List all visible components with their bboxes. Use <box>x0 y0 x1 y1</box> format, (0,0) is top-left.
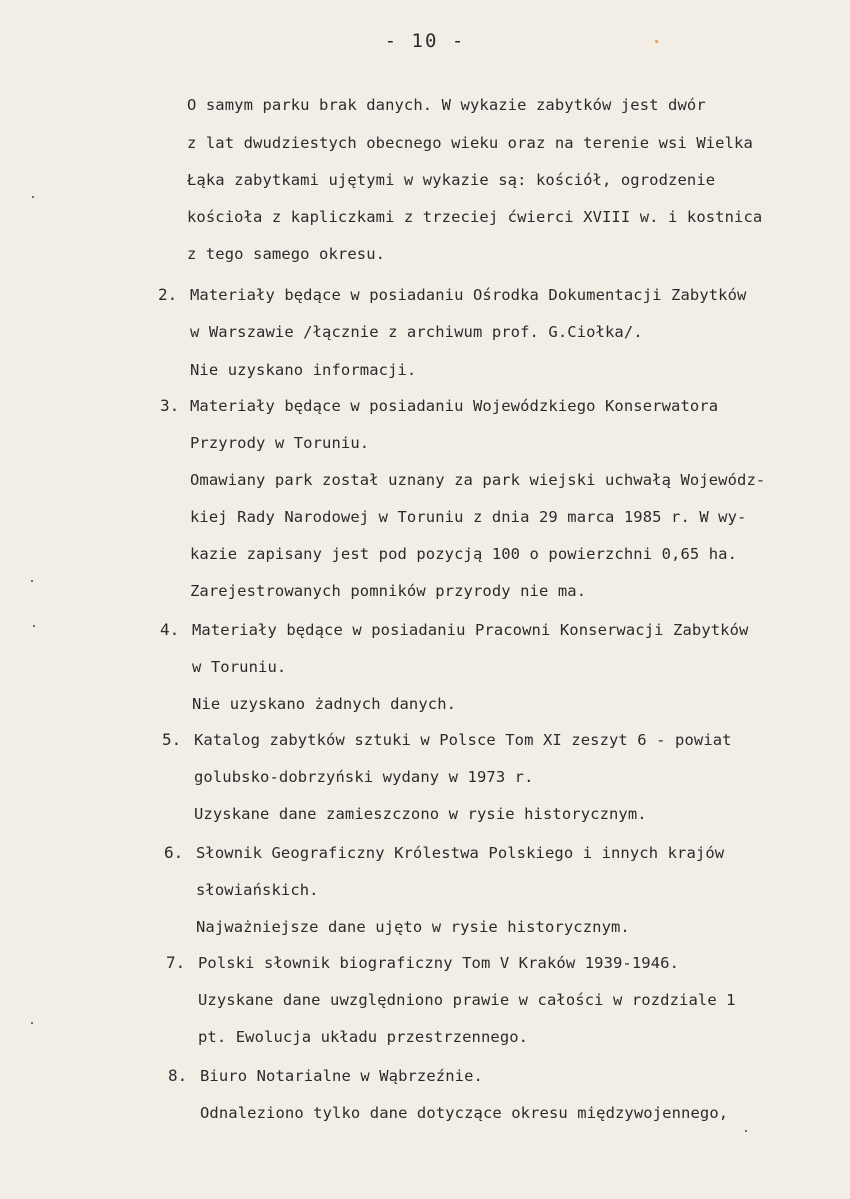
item-4-line-1: Materiały będące w posiadaniu Pracowni Konserwacji Zabytków <box>192 621 749 639</box>
intro-line-1: O samym parku brak danych. W wykazie zabytków jest dwór <box>187 96 706 114</box>
item-2-number: 2. <box>158 285 178 304</box>
item-7-line-3: pt. Ewolucja układu przestrzennego. <box>198 1028 529 1046</box>
item-6-line-1: Słownik Geograficzny Królestwa Polskiego i innych krajów <box>196 844 725 862</box>
intro-line-5: z tego samego okresu. <box>187 245 386 263</box>
scan-speck <box>31 580 33 582</box>
item-2-line-1: Materiały będące w posiadaniu Ośrodka Dokumentacji Zabytków <box>190 286 747 304</box>
intro-line-4: kościoła z kapliczkami z trzeciej ćwierci XVIII w. i kostnica <box>187 208 763 226</box>
item-3-line-4: kiej Rady Narodowej w Toruniu z dnia 29 marca 1985 r. W wy- <box>190 508 747 526</box>
scan-speck <box>655 40 658 43</box>
item-2-line-2: w Warszawie /łącznie z archiwum prof. G.Ciołka/. <box>190 323 643 341</box>
item-5-line-1: Katalog zabytków sztuki w Polsce Tom XI zeszyt 6 - powiat <box>194 731 732 749</box>
item-7-number: 7. <box>166 953 186 972</box>
item-7-line-2: Uzyskane dane uwzględniono prawie w całości w rozdziale 1 <box>198 991 736 1009</box>
item-3-line-1: Materiały będące w posiadaniu Wojewódzkiego Konserwatora <box>190 397 719 415</box>
scan-speck <box>32 196 34 198</box>
intro-line-3: Łąka zabytkami ujętymi w wykazie są: kościół, ogrodzenie <box>187 171 716 189</box>
item-6-line-3: Najważniejsze dane ujęto w rysie historycznym. <box>196 918 630 936</box>
item-3-line-2: Przyrody w Toruniu. <box>190 434 370 452</box>
item-7-line-1: Polski słownik biograficzny Tom V Kraków 1939-1946. <box>198 954 680 972</box>
item-8-line-1: Biuro Notarialne w Wąbrzeźnie. <box>200 1067 483 1085</box>
item-5-number: 5. <box>162 730 182 749</box>
intro-line-2: z lat dwudziestych obecnego wieku oraz na terenie wsi Wielka <box>187 134 753 152</box>
scan-speck <box>745 1130 747 1132</box>
scan-speck <box>31 1022 33 1024</box>
item-8-number: 8. <box>168 1066 188 1085</box>
item-5-line-3: Uzyskane dane zamieszczono w rysie historycznym. <box>194 805 647 823</box>
item-8-line-2: Odnaleziono tylko dane dotyczące okresu międzywojennego, <box>200 1104 729 1122</box>
item-5-line-2: golubsko-dobrzyński wydany w 1973 r. <box>194 768 534 786</box>
item-3-line-6: Zarejestrowanych pomników przyrody nie ma. <box>190 582 587 600</box>
item-3-number: 3. <box>160 396 180 415</box>
page-number: - 10 - <box>384 30 466 52</box>
item-6-number: 6. <box>164 843 184 862</box>
item-3-line-3: Omawiany park został uznany za park wiejski uchwałą Wojewódz- <box>190 471 766 489</box>
item-4-number: 4. <box>160 620 180 639</box>
item-3-line-5: kazie zapisany jest pod pozycją 100 o powierzchni 0,65 ha. <box>190 545 738 563</box>
item-4-line-2: w Toruniu. <box>192 658 287 676</box>
item-2-line-3: Nie uzyskano informacji. <box>190 361 417 379</box>
item-6-line-2: słowiańskich. <box>196 881 319 899</box>
scan-speck <box>33 625 35 627</box>
item-4-line-3: Nie uzyskano żadnych danych. <box>192 695 457 713</box>
